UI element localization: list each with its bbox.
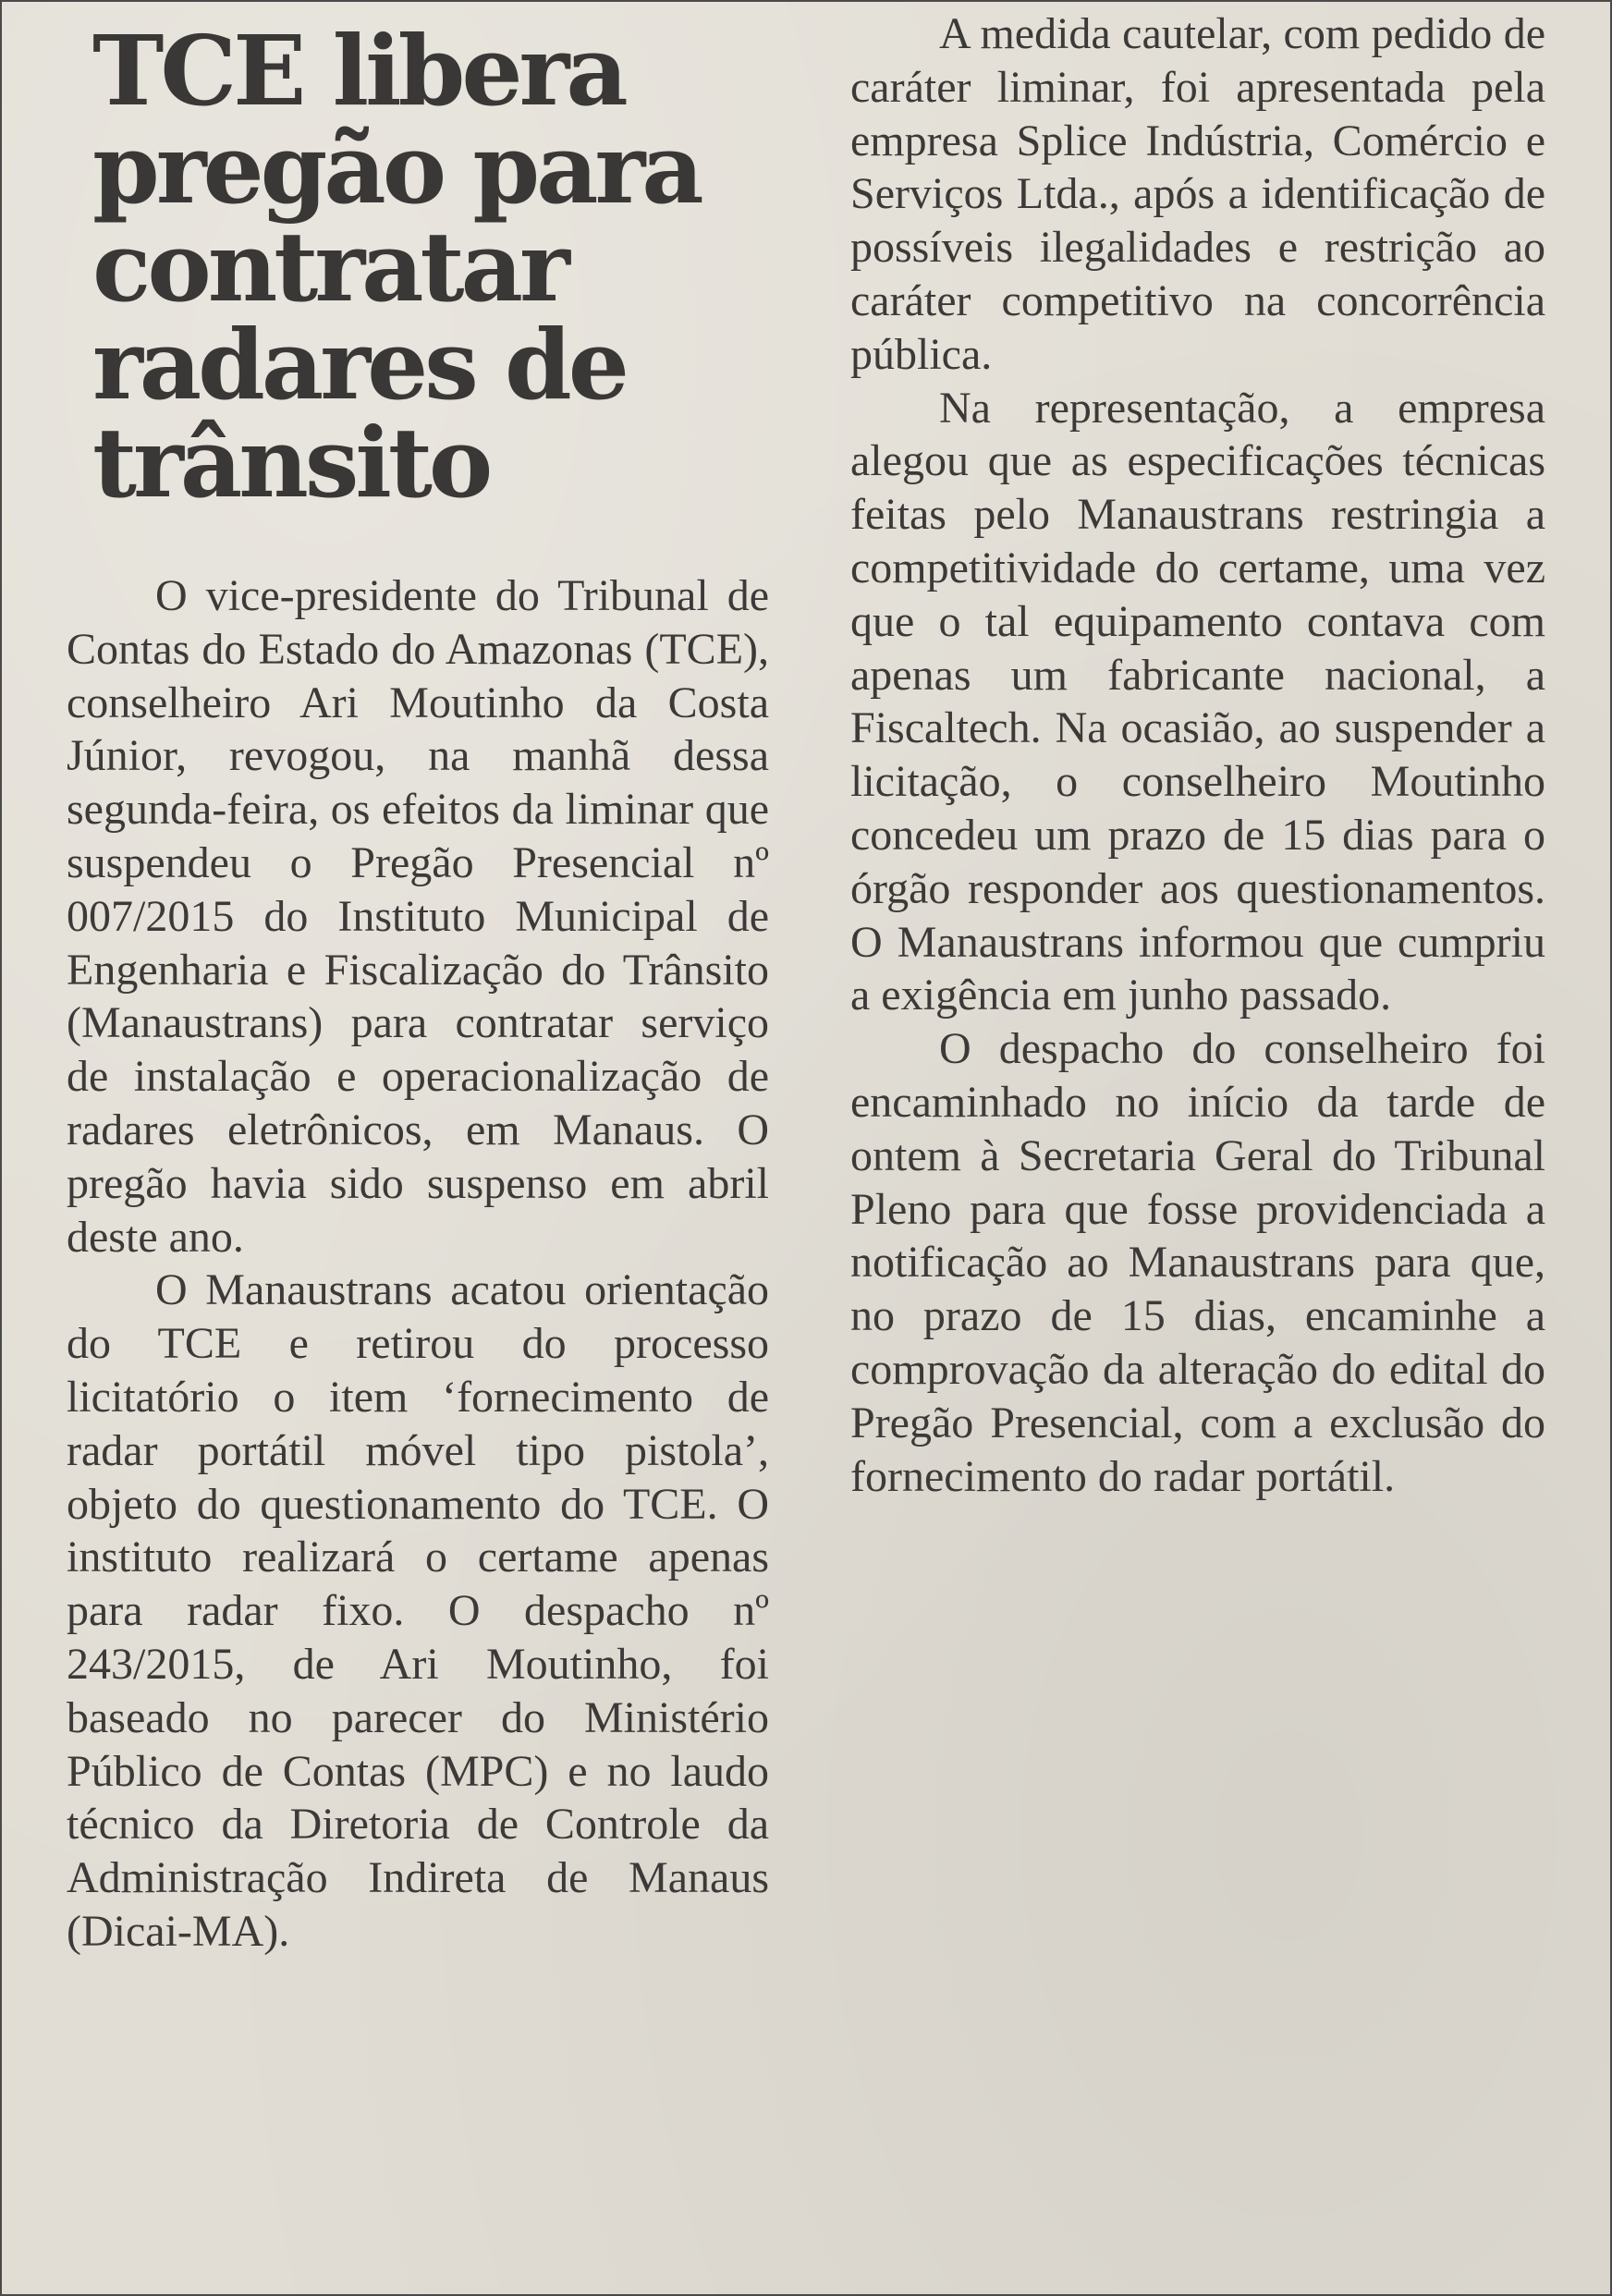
paragraph: O Manaustrans acatou orientação do TCE e retirou do processo licitatório o item ‘fornecimento de radar portátil móvel tipo pistola’, objeto do questionamento do TCE. O instituto realizará o certame apenas para radar fixo. O despacho nº 243/2015, de Ari Moutinho, foi baseado no parecer do Ministério Público de Contas (MPC) e no laudo técnico da Diretoria de Controle da Administração Indireta de Manaus (Dicai-MA). bbox=[67, 1265, 769, 1956]
right-body-text bbox=[850, 7, 1545, 1503]
right-column bbox=[850, 2, 1545, 2294]
left-column bbox=[67, 2, 769, 2294]
headline bbox=[92, 14, 769, 519]
paragraph: Na representação, a empresa alegou que as especificações técnicas feitas pelo Manaustrans restringia a competitividade do certame, uma vez que o tal equipamento contava com apenas um fabricante nacional, a Fiscaltech. Na ocasião, ao suspender a licitação, o conselheiro Moutinho concedeu um prazo de 15 dias para o órgão responder aos questionamentos. O Manaustrans informou que cumpriu a exigência em junho passado. bbox=[850, 383, 1545, 1020]
headline-line: trânsito bbox=[92, 406, 490, 519]
headline-line: radares de bbox=[92, 308, 626, 421]
headline-line: contratar bbox=[92, 210, 567, 324]
headline-line: pregão para bbox=[92, 112, 701, 226]
left-body-text bbox=[67, 569, 769, 1959]
headline-line: TCE libera bbox=[92, 14, 625, 128]
paragraph: O despacho do conselheiro foi encaminhado no início da tarde de ontem à Secretaria Geral do Tribunal Pleno para que fosse providenciada a notificação ao Manaustrans para que, no prazo de 15 dias, encaminhe a comprovação da alteração do edital do Pregão Presencial, com a exclusão do fornecimento do radar portátil. bbox=[850, 1024, 1545, 1501]
paragraph: A medida cautelar, com pedido de caráter liminar, foi apresentada pela empresa Splice Indústria, Comércio e Serviços Ltda., após a identificação de possíveis ilegalidades e restrição ao caráter competitivo na concorrência pública. bbox=[850, 9, 1545, 379]
paragraph: O vice-presidente do Tribunal de Contas do Estado do Amazonas (TCE), conselheiro Ari Moutinho da Costa Júnior, revogou, na manhã dessa segunda-feira, os efeitos da liminar que suspendeu o Pregão Presencial nº 007/2015 do Instituto Municipal de Engenharia e Fiscalização do Trânsito (Manaustrans) para contratar serviço de instalação e operacionalização de radares eletrônicos, em Manaus. O pregão havia sido suspenso em abril deste ano. bbox=[67, 571, 769, 1262]
